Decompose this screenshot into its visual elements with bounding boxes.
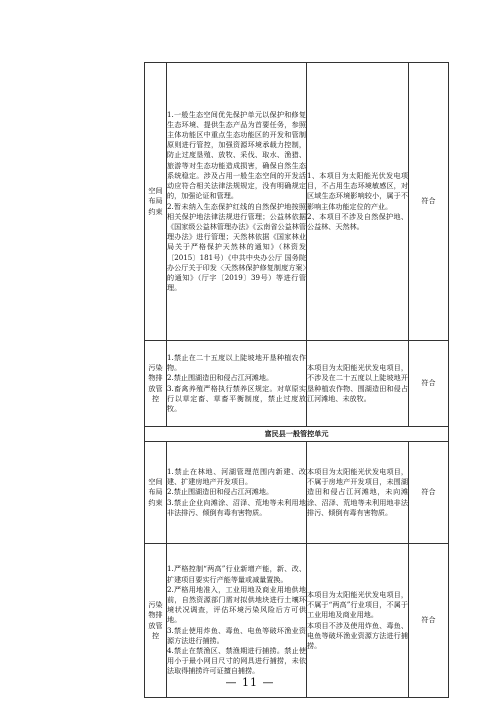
result-cell: 符合 (409, 341, 449, 427)
section-title: 富民县一般管控单元 (145, 427, 449, 442)
category-cell: 空间布局约束 (145, 63, 167, 341)
requirement-cell (167, 544, 307, 698)
requirement-item: 3.禁止使用炸鱼、毒鱼、电鱼等破坏渔业资源方法进行捕捞。 (167, 625, 306, 645)
table-row (145, 442, 449, 544)
category-cell: 空间布局约束 (145, 442, 167, 544)
analysis-cell (307, 442, 409, 544)
requirement-cell (167, 63, 307, 341)
table-row (145, 341, 449, 427)
analysis-item: 本项目不涉及使用炸鱼、毒鱼、电鱼等破坏渔业资源方法进行捕捞。 (307, 620, 408, 650)
requirement-item: 1.严格控制“两高”行业新增产能，新、改、扩建项目要实行产能等量或减量置换。 (167, 564, 306, 584)
requirement-item: 1.禁止在二十五度以上陡坡地开垦种植农作物。 (167, 352, 306, 373)
requirement-cell (167, 341, 307, 427)
analysis-item: 本项目为太阳能光伏发电项目，不涉及在二十五度以上陡坡地开垦种植农作物、围湖造田和侵占江河滩地、未放牧。 (307, 363, 408, 403)
compliance-table (144, 62, 449, 698)
requirement-item: 3.禁止企业向滩涂、沼泽、荒地等未利用地非法排污、倾倒有毒有害物质。 (167, 497, 306, 517)
table-row (145, 63, 449, 341)
requirement-item: 1.一般生态空间优先保护单元以保护和修复生态环境、提供生态产品为首要任务，参照主体功能区中重点生态功能区的开发和管制原则进行管控，加强资源环境承载力控制，防止过度垦殖、放牧、采伐、取水、渔猎、旅游等对生态功能造成损害，确保自然生态系统稳定。涉及占用一般生态空间的开发活动应符合相关法律法规规定，没有明确规定的，加强论证和管理。 (167, 109, 306, 201)
requirement-item: 4.禁止在禁渔区、禁渔期进行捕捞。禁止使用小于最小网目尺寸的网具进行捕捞，未依法取得捕捞许可证擅自捕捞。 (167, 646, 306, 676)
requirement-cell (167, 442, 307, 544)
analysis-item: 本项目为太阳能光伏发电项目，不属于房地产开发项目，未围湖造田和侵占江河滩地，未向滩涂、沼泽、荒地等未利用地非法排污、倾倒有毒有害物质。 (307, 466, 408, 517)
analysis-cell (307, 544, 409, 698)
category-cell: 污染物排放管控 (145, 341, 167, 427)
analysis-item: 1、本项目为太阳能光伏发电项目，不占用生态环境敏感区，对区域生态环境影响较小，属于不影响主体功能定位的产业。 (307, 170, 408, 211)
analysis-cell (307, 63, 409, 341)
analysis-item: 2、本项目不涉及自然保护地、公益林、天然林。 (307, 211, 408, 231)
result-cell: 符合 (409, 442, 449, 544)
result-cell: 符合 (409, 544, 449, 698)
page-number: — 11 — (225, 676, 275, 689)
analysis-item: 本项目为太阳能光伏发电项目，不属于“两高”行业项目，不属于工业用地及商业用地。 (307, 589, 408, 620)
requirement-item: 2.禁止围湖造田和侵占江河滩地。 (167, 487, 274, 497)
requirement-item: 3.畜禽养殖严格执行禁养区规定。对草原实行以草定畜、草畜平衡制度，禁止过度放牧。 (167, 383, 306, 413)
requirement-item: 2.禁止围湖造田和侵占江河滩地。 (167, 373, 274, 383)
result-cell: 符合 (409, 63, 449, 341)
requirement-item: 2.暂未纳入生态保护红线的自然保护地按照相关保护地法律法规进行管理；公益林依据《国家级公益林管理办法》《云南省公益林管理办法》进行管理；天然林依据《国家林业局关于严格保护天然林的通知》（林资发〔2015〕181号）《中共中央办公厅 国务院办公厅关于印发〈天然林保护修复制度方案〉的通知》（厅字〔2019〕39号）等进行管理。 (167, 201, 306, 293)
category-cell: 污染物排放管控 (145, 544, 167, 698)
analysis-cell (307, 341, 409, 427)
requirement-item: 1.禁止在林地、河湖管理范围内新建、改建、扩建房地产开发项目。 (167, 466, 306, 487)
table-row (145, 544, 449, 698)
requirement-item: 2.严格用地准入，工业用地及商业用地供地前，自然资源部门需对拟供地块进行土壤环境状况调查，评估环境污染风险后方可供地。 (167, 584, 306, 625)
section-header-row (145, 427, 449, 442)
